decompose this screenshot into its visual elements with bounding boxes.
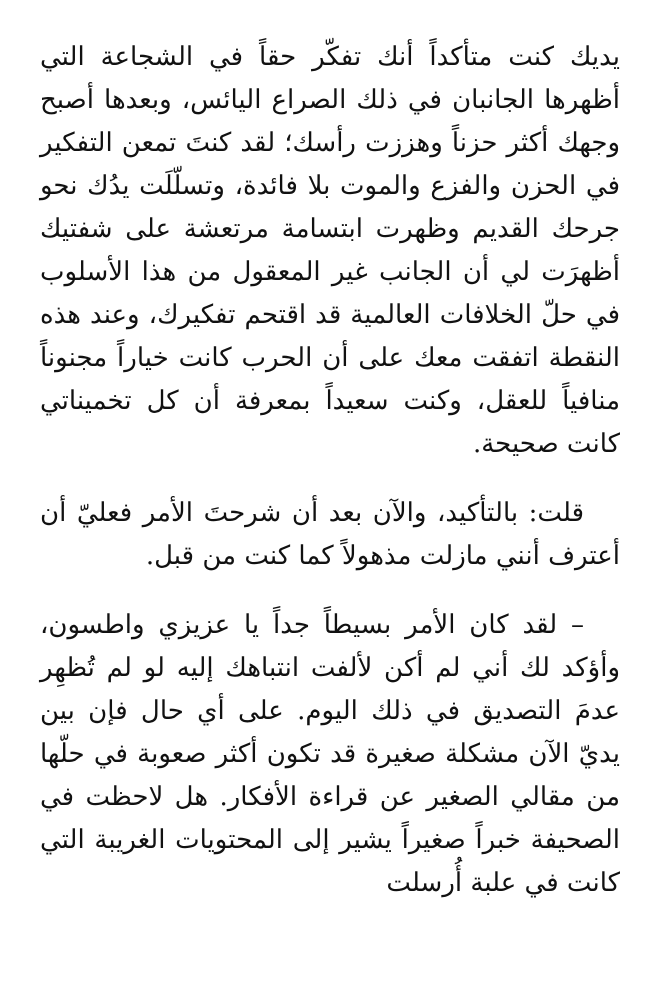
paragraph-3: – لقد كان الأمر بسيطاً جداً يا عزيزي واطسون، وأؤكد لك أني لم أكن لألفت انتباهك إليه لو لم تُظهِر عدمَ التصديق في ذلك اليوم. على أي حال فإن بين يديّ الآن مشكلة صغيرة قد تكون أكثر صعوبة في حلّها من مقالي الصغير عن قراءة الأفكار. هل لاحظت في الصحيفة خبراً صغيراً يشير إلى المحتويات الغريبة التي كانت في علبة أُرسلت [40,610,620,898]
book-page [40,36,620,905]
paragraph-1: يديك كنت متأكداً أنك تفكّر حقاً في الشجاعة التي أظهرها الجانبان في ذلك الصراع اليائس، وبعدها أصبح وجهك أكثر حزناً وهززت رأسك؛ لقد كنتَ تمعن التفكير في الحزن والفزع والموت بلا فائدة، وتسلّلَت يدُك نحو جرحك القديم وظهرت ابتسامة مرتعشة على شفتيك أظهرَت لي أن الجانب غير المعقول من هذا الأسلوب في حلّ الخلافات العالمية قد اقتحم تفكيرك، وعند هذه النقطة اتفقت معك على أن الحرب كانت خياراً مجنوناً منافياً للعقل، وكنت سعيداً بمعرفة أن كل تخميناتي كانت صحيحة. [40,42,620,459]
paragraph-2: قلت: بالتأكيد، والآن بعد أن شرحتَ الأمر فعليّ أن أعترف أنني مازلت مذهولاً كما كنت من قبل. [40,498,620,571]
